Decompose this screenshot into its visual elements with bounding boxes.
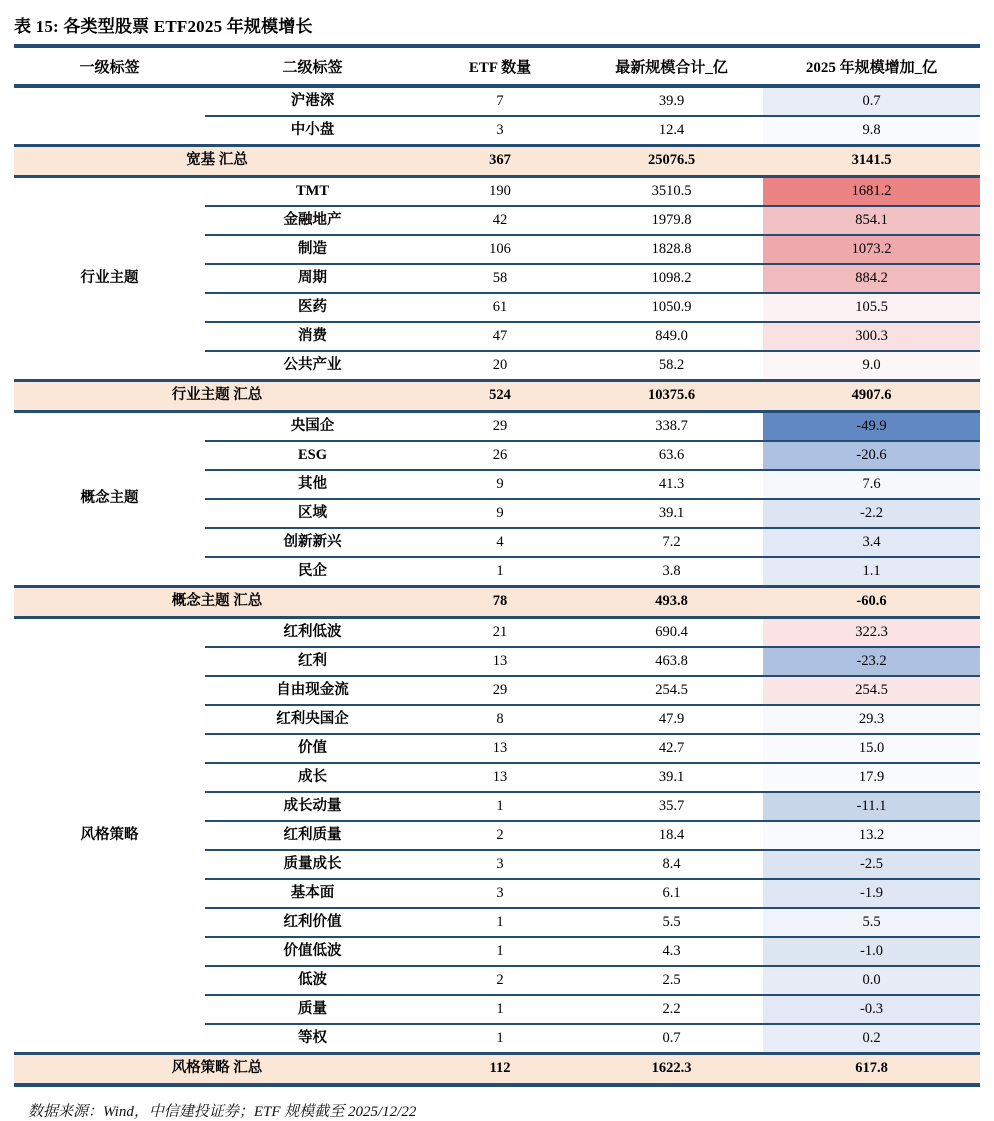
row-label: 民企 [205, 557, 420, 587]
scale-cell: 39.9 [658, 92, 685, 109]
scale-cell: 35.7 [580, 792, 763, 821]
change-cell: 9.8 [763, 116, 980, 146]
summary-change: 4907.6 [763, 381, 980, 412]
etf-count-cell: 7 [496, 92, 504, 109]
scale-cell: 2.5 [580, 966, 763, 995]
scale-cell: 41.3 [580, 470, 763, 499]
etf-count-cell: 58 [420, 264, 580, 293]
column-header-latest-scale: 最新规模合计_亿 [580, 46, 763, 86]
row-label: 周期 [205, 264, 420, 293]
header-row [14, 46, 980, 86]
change-cell: -2.5 [763, 850, 980, 879]
column-header-level1: 一级标签 [14, 46, 205, 86]
column-header-2025-increase: 2025 年规模增加_亿 [763, 46, 980, 86]
summary-row [14, 587, 980, 618]
scale-cell: 8.4 [580, 850, 763, 879]
section-label [14, 86, 205, 146]
change-cell: 254.5 [763, 676, 980, 705]
change-cell: -1.9 [763, 879, 980, 908]
row-label: 消费 [205, 322, 420, 351]
summary-etf-count: 524 [420, 381, 580, 412]
change-cell: 13.2 [763, 821, 980, 850]
summary-row [14, 381, 980, 412]
table-row [14, 177, 980, 207]
row-label: 制造 [205, 235, 420, 264]
etf-count-cell: 2 [420, 966, 580, 995]
change-cell: 9.0 [763, 351, 980, 381]
etf-growth-table [14, 44, 980, 1087]
change-cell: 5.5 [763, 908, 980, 937]
scale-cell: 7.2 [580, 528, 763, 557]
scale-cell: 338.7 [655, 417, 688, 434]
scale-cell: 3510.5 [651, 182, 692, 199]
scale-cell: 18.4 [580, 821, 763, 850]
row-label: 红利央国企 [205, 705, 420, 734]
change-cell: 1681.2 [763, 177, 980, 207]
row-label: 沪港深 [290, 92, 335, 109]
etf-count-cell: 29 [492, 417, 508, 434]
etf-count-cell: 13 [420, 763, 580, 792]
scale-cell: 254.5 [580, 676, 763, 705]
summary-label: 风格策略 汇总 [14, 1054, 420, 1086]
row-label: 价值低波 [205, 937, 420, 966]
etf-count-cell: 2 [420, 821, 580, 850]
summary-scale: 25076.5 [580, 146, 763, 177]
row-label: 质量 [205, 995, 420, 1024]
row-label: 等权 [205, 1024, 420, 1054]
etf-count-cell: 3 [420, 116, 580, 146]
change-cell: -2.2 [763, 499, 980, 528]
etf-count-cell: 3 [420, 850, 580, 879]
summary-label: 概念主题 汇总 [14, 587, 420, 618]
scale-cell: 0.7 [580, 1024, 763, 1054]
summary-label: 行业主题 汇总 [14, 381, 420, 412]
row-label: 央国企 [290, 417, 335, 434]
row-label: 红利价值 [205, 908, 420, 937]
scale-cell: 5.5 [580, 908, 763, 937]
scale-cell: 42.7 [580, 734, 763, 763]
scale-cell: 3.8 [580, 557, 763, 587]
scale-cell: 39.1 [580, 499, 763, 528]
row-label: 红利 [205, 647, 420, 676]
scale-cell: 2.2 [580, 995, 763, 1024]
etf-count-cell: 9 [420, 470, 580, 499]
row-label: 低波 [205, 966, 420, 995]
change-cell: 884.2 [763, 264, 980, 293]
table-header [14, 46, 980, 86]
etf-count-cell: 190 [489, 182, 511, 199]
etf-count-cell: 4 [420, 528, 580, 557]
change-cell: 300.3 [763, 322, 980, 351]
scale-cell: 12.4 [580, 116, 763, 146]
scale-cell: 1098.2 [580, 264, 763, 293]
summary-etf-count: 78 [420, 587, 580, 618]
change-cell: 15.0 [763, 734, 980, 763]
change-cell: -1.0 [763, 937, 980, 966]
change-cell: -49.9 [763, 412, 980, 442]
scale-cell: 63.6 [580, 441, 763, 470]
change-cell: 1.1 [763, 557, 980, 587]
scale-cell: 1828.8 [580, 235, 763, 264]
summary-etf-count: 367 [420, 146, 580, 177]
etf-count-cell: 20 [420, 351, 580, 381]
table-row [14, 618, 980, 648]
row-label: 基本面 [205, 879, 420, 908]
scale-cell: 39.1 [580, 763, 763, 792]
row-label: 金融地产 [205, 206, 420, 235]
change-cell: 29.3 [763, 705, 980, 734]
change-cell: 17.9 [763, 763, 980, 792]
change-cell: 854.1 [763, 206, 980, 235]
row-label: 其他 [205, 470, 420, 499]
change-cell: -20.6 [763, 441, 980, 470]
row-label: 自由现金流 [205, 676, 420, 705]
row-label: 质量成长 [205, 850, 420, 879]
change-cell: -11.1 [763, 792, 980, 821]
table-row [14, 86, 980, 116]
row-label: 价值 [205, 734, 420, 763]
summary-row [14, 146, 980, 177]
table-title: 表 15: 各类型股票 ETF2025 年规模增长 [14, 17, 313, 36]
etf-count-cell: 1 [420, 1024, 580, 1054]
row-label: ESG [205, 441, 420, 470]
etf-count-cell: 61 [420, 293, 580, 322]
etf-count-cell: 21 [492, 623, 508, 640]
etf-count-cell: 13 [420, 647, 580, 676]
row-label: 公共产业 [205, 351, 420, 381]
table-body [14, 86, 980, 1085]
summary-scale: 493.8 [580, 587, 763, 618]
etf-count-cell: 1 [420, 937, 580, 966]
summary-change: 3141.5 [763, 146, 980, 177]
summary-row [14, 1054, 980, 1086]
scale-cell: 4.3 [580, 937, 763, 966]
section-label: 风格策略 [80, 826, 139, 843]
etf-count-cell: 1 [420, 557, 580, 587]
etf-count-cell: 106 [420, 235, 580, 264]
etf-count-cell: 3 [420, 879, 580, 908]
scale-cell: 6.1 [580, 879, 763, 908]
summary-label: 宽基 汇总 [14, 146, 420, 177]
change-cell: 1073.2 [763, 235, 980, 264]
section-label: 概念主题 [80, 490, 139, 507]
change-cell: 0.2 [763, 1024, 980, 1054]
etf-count-cell: 8 [420, 705, 580, 734]
table-row [14, 412, 980, 442]
etf-count-cell: 29 [420, 676, 580, 705]
row-label: 区域 [205, 499, 420, 528]
scale-cell: 849.0 [580, 322, 763, 351]
change-cell: 7.6 [763, 470, 980, 499]
row-label: 创新新兴 [205, 528, 420, 557]
row-label: 成长 [205, 763, 420, 792]
etf-count-cell: 1 [420, 908, 580, 937]
etf-count-cell: 13 [420, 734, 580, 763]
summary-etf-count: 112 [420, 1054, 580, 1086]
scale-cell: 690.4 [655, 623, 688, 640]
scale-cell: 463.8 [580, 647, 763, 676]
column-header-etf-count: ETF 数量 [420, 46, 580, 86]
row-label: TMT [295, 182, 330, 199]
change-cell: -0.3 [763, 995, 980, 1024]
scale-cell: 58.2 [580, 351, 763, 381]
summary-scale: 10375.6 [580, 381, 763, 412]
etf-count-cell: 47 [420, 322, 580, 351]
row-label: 红利低波 [283, 623, 342, 640]
summary-change: 617.8 [763, 1054, 980, 1086]
change-cell: 105.5 [763, 293, 980, 322]
row-label: 成长动量 [205, 792, 420, 821]
change-cell: 322.3 [763, 618, 980, 648]
section-label: 行业主题 [80, 269, 139, 286]
data-source-note: 数据来源：Wind，中信建投证券；ETF 规模截至 2025/12/22 [28, 1104, 417, 1120]
change-cell: 0.0 [763, 966, 980, 995]
etf-count-cell: 1 [420, 792, 580, 821]
etf-count-cell: 42 [420, 206, 580, 235]
column-header-level2: 二级标签 [205, 46, 420, 86]
summary-scale: 1622.3 [580, 1054, 763, 1086]
change-cell: 3.4 [763, 528, 980, 557]
etf-count-cell: 26 [420, 441, 580, 470]
etf-count-cell: 1 [420, 995, 580, 1024]
scale-cell: 1050.9 [580, 293, 763, 322]
change-cell: -23.2 [763, 647, 980, 676]
row-label: 医药 [205, 293, 420, 322]
scale-cell: 1979.8 [580, 206, 763, 235]
row-label: 红利质量 [205, 821, 420, 850]
summary-change: -60.6 [763, 587, 980, 618]
etf-count-cell: 9 [420, 499, 580, 528]
row-label: 中小盘 [205, 116, 420, 146]
change-cell: 0.7 [763, 86, 980, 116]
scale-cell: 47.9 [580, 705, 763, 734]
